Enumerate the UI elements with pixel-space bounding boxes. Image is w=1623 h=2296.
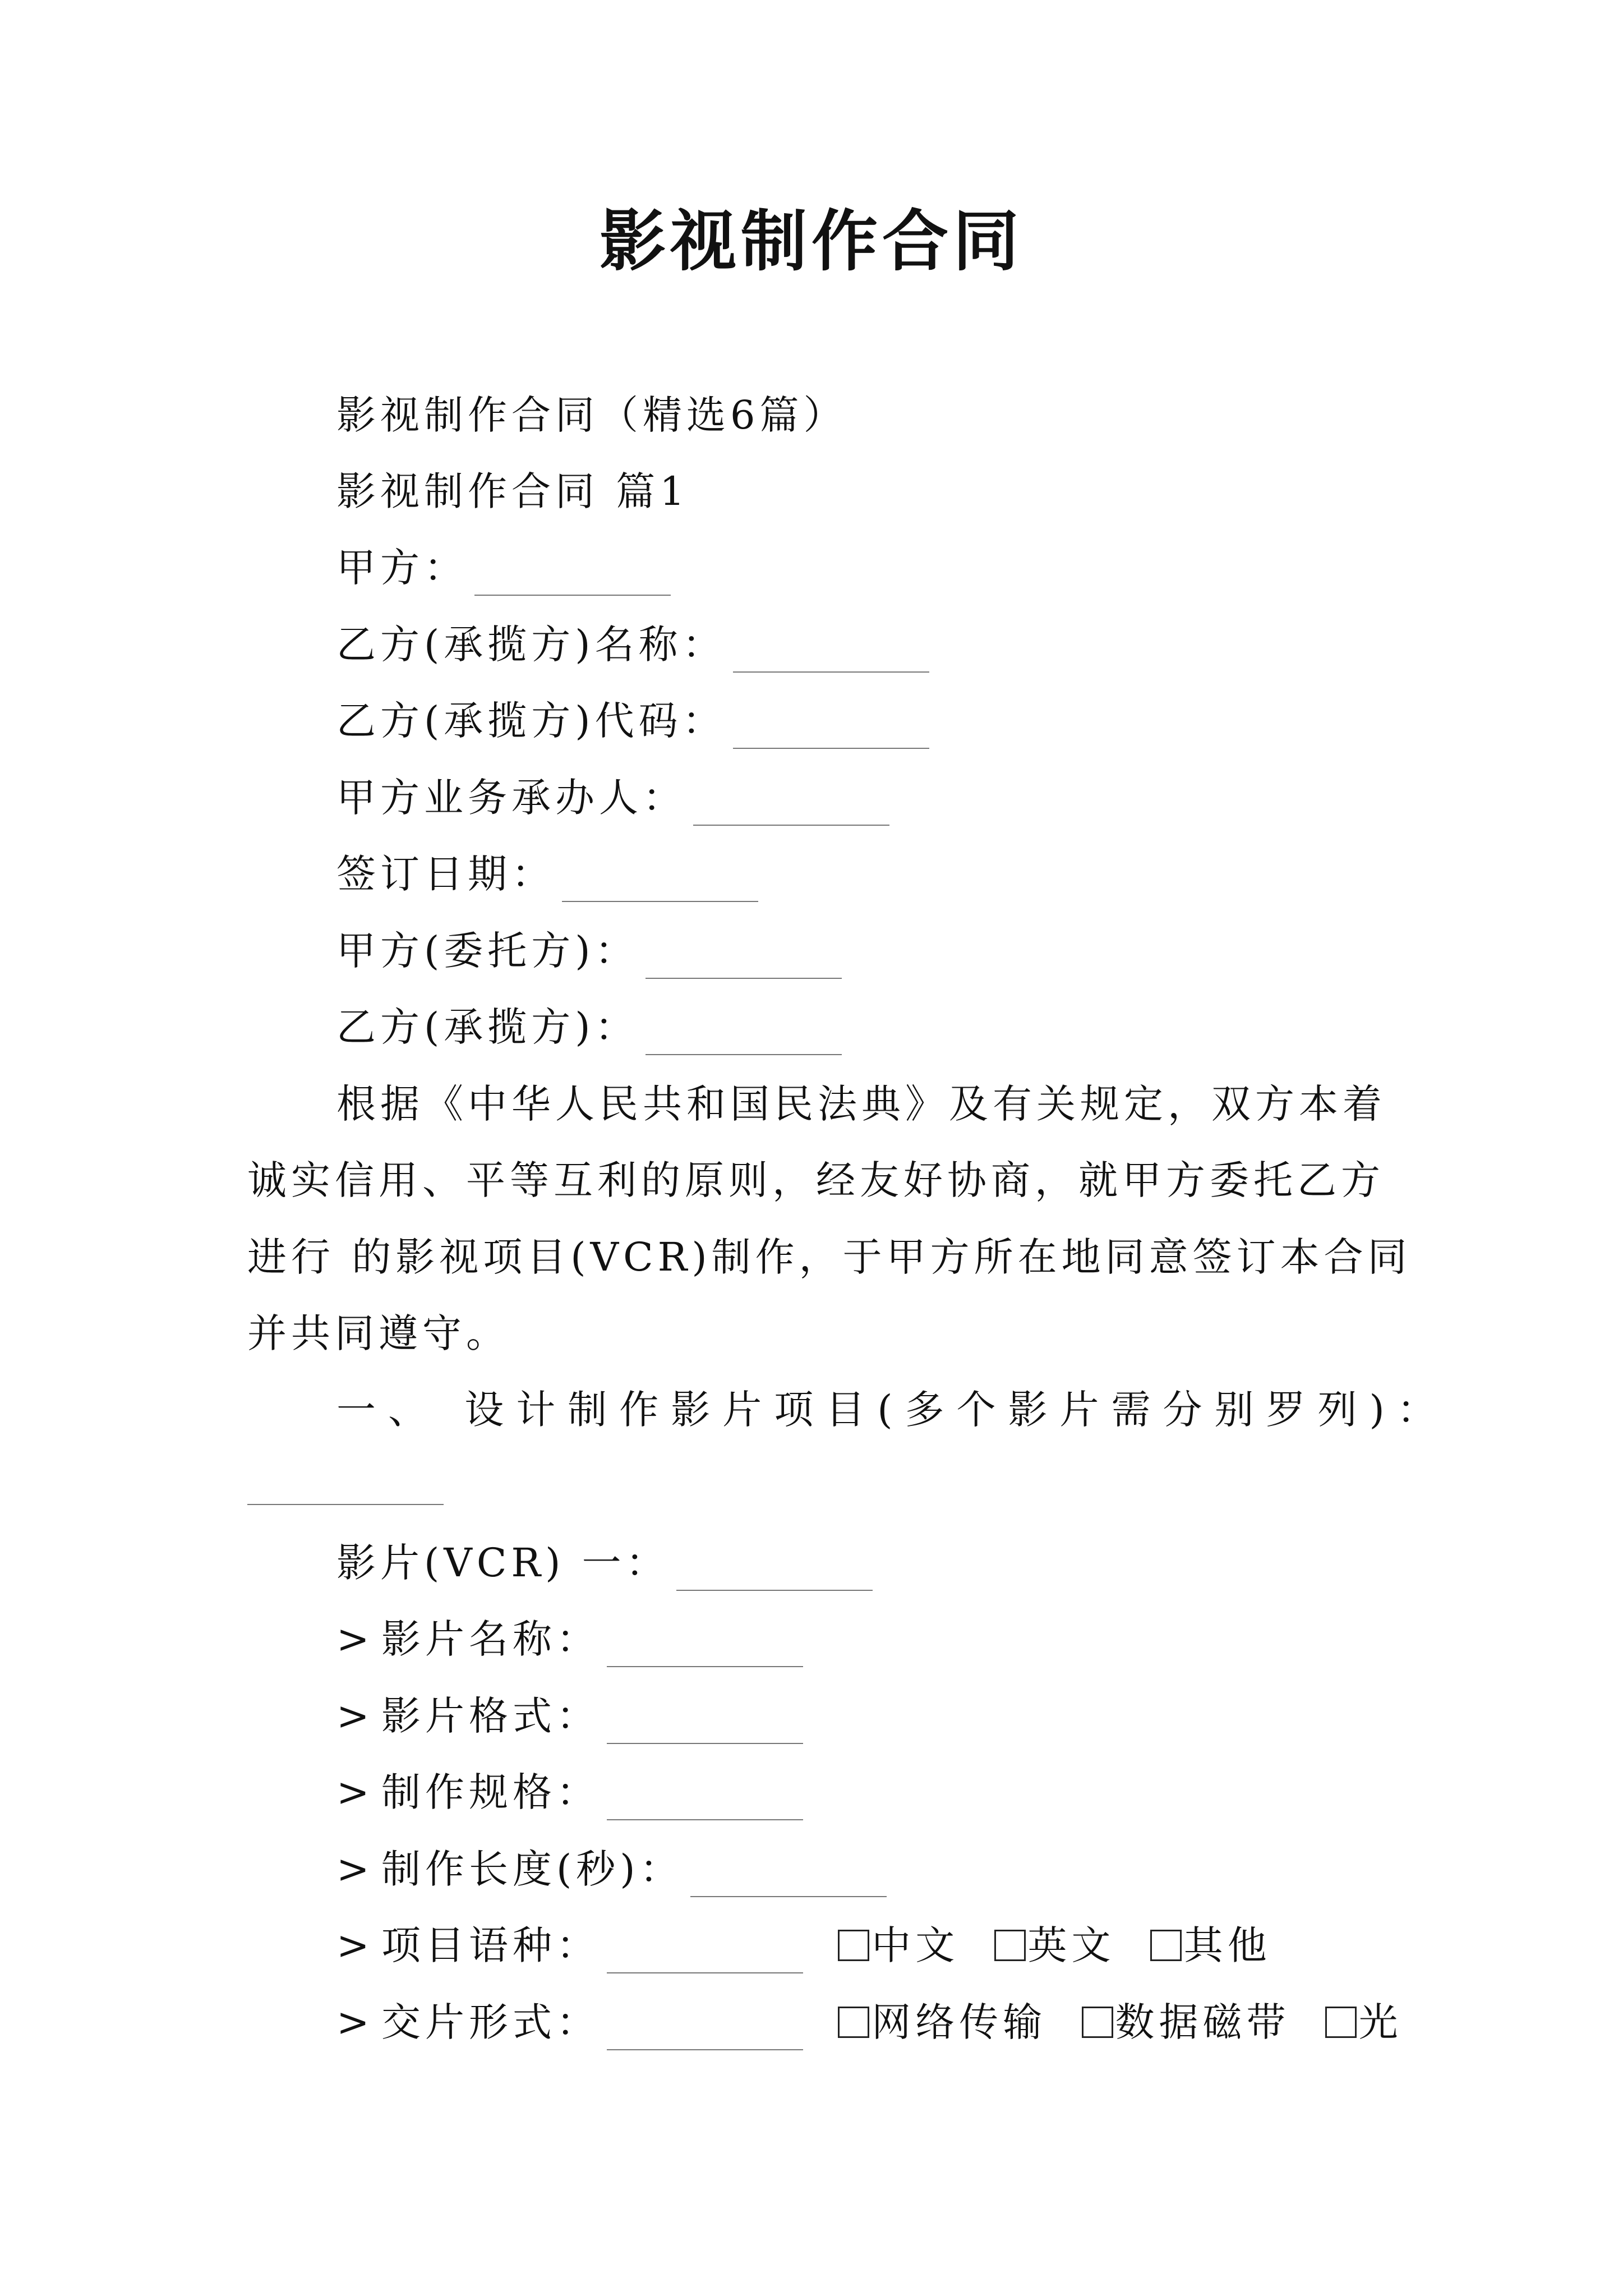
paragraph-line-3: 进行 的影视项目(VCR)制作，于甲方所在地同意签订本合同 xyxy=(247,1234,1412,1280)
vcr-format-blank[interactable] xyxy=(607,1700,803,1744)
party-a-handler-row xyxy=(336,770,889,826)
delivery-option-network[interactable]: 网络传输 xyxy=(838,1994,1046,2050)
party-b-name-blank[interactable] xyxy=(733,629,929,673)
checkbox-icon[interactable] xyxy=(838,2007,869,2038)
chevron-right-icon: > xyxy=(336,1769,374,1815)
vcr-name-label: 影片名称： xyxy=(381,1616,600,1662)
vcr-name-blank[interactable] xyxy=(607,1623,803,1667)
party-b-name-label: 乙方(承揽方)名称： xyxy=(336,622,726,668)
sign-date-blank[interactable] xyxy=(562,858,758,902)
chevron-right-icon: > xyxy=(336,1616,374,1662)
paragraph-line-1: 根据《中华人民共和国民法典》及有关规定，双方本着 xyxy=(336,1081,1386,1127)
language-option-other[interactable]: 其他 xyxy=(1150,1917,1271,1973)
vcr-heading: 影片(VCR) 一： xyxy=(336,1540,670,1586)
delivery-option-disc[interactable]: 光 xyxy=(1325,1994,1403,2050)
party-b-contractor-label: 乙方(承揽方)： xyxy=(336,1004,639,1050)
vcr-length-label: 制作长度(秒)： xyxy=(381,1846,684,1892)
vcr-language-row xyxy=(336,1917,1271,1973)
party-a-blank[interactable] xyxy=(474,552,671,596)
document-title: 影视制作合同 xyxy=(599,202,1023,280)
party-b-code-row xyxy=(336,693,929,749)
chevron-right-icon: > xyxy=(336,1846,374,1892)
vcr-format-row xyxy=(336,1688,803,1744)
party-b-code-label: 乙方(承揽方)代码： xyxy=(336,698,726,744)
checkbox-icon[interactable] xyxy=(838,1930,869,1961)
vcr-language-blank[interactable] xyxy=(607,1930,803,1973)
party-b-code-blank[interactable] xyxy=(733,705,929,749)
party-a-handler-blank[interactable] xyxy=(693,782,889,826)
vcr-length-row xyxy=(336,1841,887,1897)
vcr-spec-label: 制作规格： xyxy=(381,1769,600,1815)
vcr-language-label: 项目语种： xyxy=(381,1922,600,1968)
party-a-client-label: 甲方(委托方)： xyxy=(336,928,639,974)
vcr-spec-row xyxy=(336,1764,803,1820)
chevron-right-icon: > xyxy=(336,1922,374,1968)
vcr-heading-blank[interactable] xyxy=(676,1547,873,1591)
party-a-client-row xyxy=(336,923,842,979)
vcr-spec-blank[interactable] xyxy=(607,1777,803,1820)
party-a-row xyxy=(336,540,671,596)
party-a-client-blank[interactable] xyxy=(645,935,842,979)
vcr-delivery-blank[interactable] xyxy=(607,2007,803,2050)
party-b-contractor-row xyxy=(336,999,842,1055)
collection-title: 影视制作合同（精选6篇） xyxy=(336,392,847,438)
paragraph-line-4: 并共同遵守。 xyxy=(247,1310,510,1356)
section-title: 影视制作合同 篇1 xyxy=(336,468,689,514)
vcr-name-row xyxy=(336,1611,803,1667)
checkbox-icon[interactable] xyxy=(994,1930,1026,1961)
party-a-handler-label: 甲方业务承办人： xyxy=(336,775,686,821)
checkbox-icon[interactable] xyxy=(1150,1930,1182,1961)
checkbox-icon[interactable] xyxy=(1325,2007,1357,2038)
party-b-contractor-blank[interactable] xyxy=(645,1011,842,1055)
delivery-option-tape[interactable]: 数据磁带 xyxy=(1082,1994,1290,2050)
party-b-name-row xyxy=(336,616,929,673)
sign-date-row xyxy=(336,846,758,902)
vcr-length-blank[interactable] xyxy=(690,1853,887,1897)
sign-date-label: 签订日期： xyxy=(336,851,555,897)
vcr-delivery-label: 交片形式： xyxy=(381,1999,600,2045)
chevron-right-icon: > xyxy=(336,1999,374,2045)
paragraph-line-2: 诚实信用、平等互利的原则，经友好协商，就甲方委托乙方 xyxy=(247,1157,1385,1203)
language-option-chinese[interactable]: 中文 xyxy=(838,1917,959,1973)
vcr-format-label: 影片格式： xyxy=(381,1693,600,1739)
item-one-blank[interactable] xyxy=(247,1461,444,1505)
chevron-right-icon: > xyxy=(336,1693,374,1739)
checkbox-icon[interactable] xyxy=(1082,2007,1113,2038)
vcr-heading-row xyxy=(336,1535,873,1591)
language-option-english[interactable]: 英文 xyxy=(994,1917,1115,1973)
item-one-heading: 一、 设计制作影片项目(多个影片需分别罗列)： xyxy=(336,1387,1449,1433)
vcr-delivery-row xyxy=(336,1994,1403,2050)
party-a-label: 甲方： xyxy=(336,545,468,591)
